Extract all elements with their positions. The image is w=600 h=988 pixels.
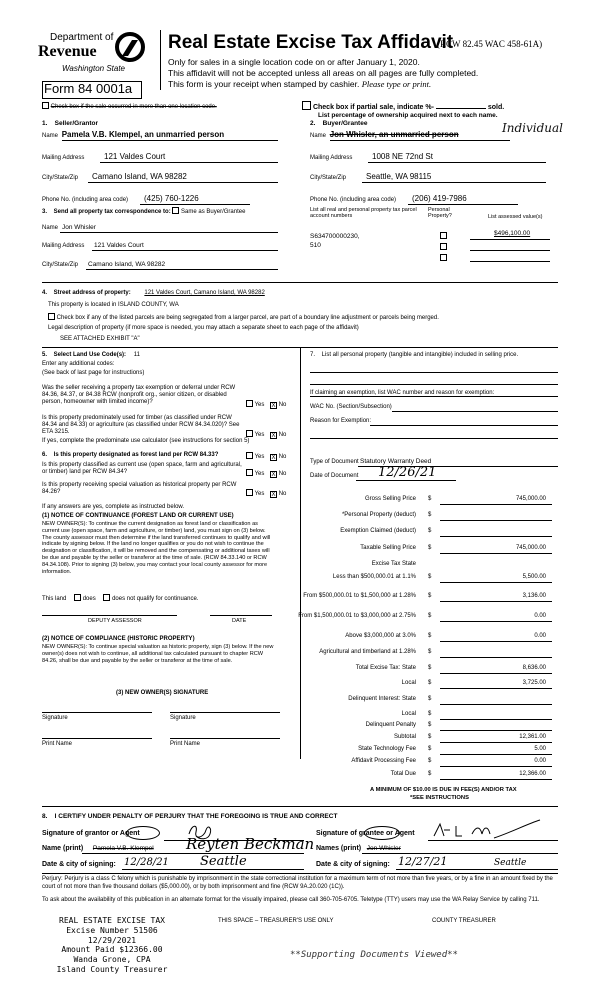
grantee-print-line — [362, 853, 558, 854]
divider-before-perjury — [42, 873, 558, 874]
center-divider — [300, 347, 301, 759]
tax-row-line — [440, 601, 552, 602]
tax-row-value: 5.00 — [534, 746, 546, 752]
tax-row-line — [440, 688, 552, 689]
notice3-title: (3) NEW OWNER(S) SIGNATURE — [116, 690, 209, 696]
buyer-mailing: 1008 NE 72nd St — [372, 152, 433, 161]
tax-row-label: Taxable Selling Price — [360, 545, 416, 551]
tax-row-label: Gross Selling Price — [364, 496, 416, 502]
q1-yes-label: Yes — [254, 402, 265, 408]
section3-city-label: City/State/Zip — [42, 262, 79, 268]
assessed-line-2 — [470, 250, 550, 251]
q1-no-label: No — [278, 402, 287, 408]
buyer-phone: (206) 419-7986 — [412, 194, 467, 203]
grantor-city: Seattle — [200, 854, 247, 869]
tax-row-line — [440, 536, 552, 537]
tax-row-label: Excise Tax State — [371, 561, 416, 567]
tax-row-line — [440, 730, 552, 731]
dept-line1: Department of — [50, 32, 114, 43]
tax-row-line — [440, 704, 552, 705]
dept-line2: Revenue — [38, 43, 97, 60]
tax-row-currency: $ — [428, 665, 432, 671]
alternate-format-text: To ask about the availability of this publication in an alternate format for the visually impaired, please call 360-705-6705. Teletype (TTY) users may use the WA Relay Service by calling 711. — [42, 897, 540, 903]
parcel-col-2: Personal Property? — [428, 207, 452, 220]
buyer-name-label: Name — [310, 133, 327, 139]
section3-city-line — [86, 269, 278, 270]
same-as-buyer-checkbox[interactable] — [172, 207, 179, 214]
sig-grantee-label: Signature of grantee or Agent — [316, 830, 415, 837]
grantor-date-line — [122, 869, 304, 870]
tax-row-line — [440, 742, 552, 743]
dor-swoosh-icon — [114, 32, 146, 62]
personal-property-checkbox-2[interactable] — [440, 243, 447, 250]
notice2-title: (2) NOTICE OF COMPLIANCE (HISTORIC PROPERTY) — [42, 636, 195, 642]
doc-type-label: Type of Document — [310, 459, 359, 465]
new-owner-sig-label-1: Signature — [42, 715, 68, 721]
tax-row-currency: $ — [428, 696, 432, 702]
grantee-sig-line — [428, 840, 558, 841]
header-note-1: Only for sales in a single location code on or after January 1, 2020. — [168, 57, 420, 67]
sig-grantor-label: Signature of grantor or Agent — [42, 830, 140, 837]
multi-location-checkbox[interactable] — [42, 102, 49, 109]
treasurer-stamp — [42, 916, 182, 975]
q1-no-checkbox[interactable]: X — [271, 403, 276, 409]
land-does-checkbox[interactable] — [74, 594, 81, 601]
tax-row-line — [440, 673, 552, 674]
section4-address-row — [42, 290, 265, 297]
header-note-3a: This form is your receipt when stamped by cashier. — [168, 79, 360, 89]
multi-location-row — [42, 102, 217, 111]
section5-heading: 5. Select Land Use Code(s): — [42, 352, 127, 358]
reason-label: Reason for Exemption: — [310, 418, 372, 424]
forest-no-label: No — [278, 454, 287, 460]
tax-row-label: Subtotal — [393, 734, 416, 740]
buyer-mailing-line — [368, 162, 546, 163]
section3-city: Camano Island, WA 98282 — [88, 261, 166, 268]
tax-row-line — [440, 582, 552, 583]
q2-yes-checkbox[interactable] — [246, 430, 253, 437]
dept-line3: Washington State — [62, 64, 126, 73]
historic-yes-checkbox[interactable] — [246, 489, 253, 496]
supporting-docs-viewed: **Supporting Documents Viewed** — [290, 950, 458, 960]
tax-row-currency: $ — [428, 734, 432, 740]
current-use-no-label: No — [278, 471, 287, 477]
doc-date-line — [356, 480, 456, 481]
buyer-name-row — [310, 130, 459, 140]
current-use-no-checkbox[interactable]: X — [271, 472, 276, 478]
section5-heading-row — [42, 352, 140, 359]
tax-row-label: Delinquent Penalty — [365, 722, 416, 728]
q2-yes-label: Yes — [254, 432, 265, 438]
reason-line-2 — [310, 438, 558, 439]
buyer-name-handwritten: Individual — [502, 121, 564, 135]
deputy-label: DEPUTY ASSESSOR — [88, 618, 142, 624]
historic-no-label: No — [278, 491, 287, 497]
section3-mailing-line — [92, 250, 278, 251]
tax-row-label: Local — [401, 711, 416, 717]
section4-heading: 4. Street address of property: — [42, 290, 131, 296]
seller-name-line — [62, 140, 278, 141]
new-owner-print-line-2 — [170, 738, 280, 739]
doc-date-label: Date of Document — [310, 473, 359, 479]
tax-row-value: 12,361.00 — [519, 734, 546, 740]
tax-row-line — [440, 621, 552, 622]
buyer-city: Seattle, WA 98115 — [366, 172, 432, 181]
section4-address: 121 Valdes Court, Camano Island, WA 98282 — [144, 290, 265, 296]
tax-row-value: 5,500.00 — [522, 574, 546, 580]
tax-row-value: 0.00 — [534, 758, 546, 764]
grantor-print-line — [82, 853, 304, 854]
grantor-print-name: Pamela V.B. Klempel — [92, 845, 154, 852]
parcel-number-1: S634700000230, — [310, 233, 360, 240]
land-use-code: 11 — [133, 352, 140, 358]
this-land-row — [42, 594, 198, 603]
seller-phone: (425) 760-1226 — [144, 194, 199, 203]
section5-see-back: (See back of last page for instructions) — [42, 370, 145, 376]
historic-no-checkbox[interactable]: X — [271, 492, 276, 498]
notice2-body: NEW OWNER(S): To continue special valuation as historic property, sign (3) below. If the new owner(s) does not wish to continue, all additional tax calculated pursuant to chapter RCW 84.26, shall be due and payable by the seller or transferor at the time of sale. — [42, 644, 274, 664]
forest-yes-checkbox[interactable] — [246, 452, 253, 459]
deputy-line — [42, 615, 177, 616]
land-does-label: does — [82, 596, 96, 602]
new-owner-sig-line-1 — [42, 712, 152, 713]
tax-row-value: 3,725.00 — [522, 680, 546, 686]
section5-q2-answers — [246, 430, 286, 439]
minimum-note-2: *SEE INSTRUCTIONS — [410, 795, 469, 801]
section4-segregated-row — [48, 313, 439, 322]
section4-county: This property is located in ISLAND COUNTY, WA — [48, 302, 179, 308]
section6-q0-answers — [246, 452, 286, 461]
county-treasurer-label: COUNTY TREASURER — [432, 918, 496, 924]
grantee-print-row — [316, 845, 401, 853]
seller-city-line — [88, 182, 278, 183]
seller-phone-line — [140, 204, 250, 205]
section7-heading: 7. List all personal property (tangible and intangible) included in selling price. — [310, 352, 519, 358]
stamp-line-3: 12/29/2021 — [87, 935, 137, 945]
tax-row-label: Less than $500,000.01 at 1.1% — [332, 574, 416, 580]
divider-before-section8 — [42, 806, 558, 807]
grantee-print-name: Jon Whisler — [366, 845, 401, 852]
personal-line-1 — [310, 372, 558, 373]
wac-line — [392, 411, 558, 412]
section6-q1: Is this property classified as current use (open space, farm and agricultural, or timber) land per RCW 84.34? — [42, 462, 242, 475]
grantor-agent-handwritten: Reyten Beckman — [186, 835, 315, 853]
header-divider — [160, 30, 161, 90]
new-owner-print-label-1: Print Name — [42, 741, 73, 747]
partial-sale-row — [302, 101, 504, 112]
section5-q2b: If yes, complete the predominate use calculator (see instructions for section 5) — [42, 438, 250, 444]
perjury-text — [42, 876, 558, 892]
deputy-date-label: DATE — [232, 618, 247, 624]
personal-property-checkbox-3[interactable] — [440, 254, 447, 261]
historic-yes-label: Yes — [254, 491, 265, 497]
form-title: Real Estate Excise Tax Affidavit — [168, 32, 454, 53]
exemption-note: If claiming an exemption, list WAC number and reason for exemption: — [310, 390, 495, 396]
section3-name-label: Name — [42, 225, 59, 231]
section6-heading: 6. Is this property designated as forest land per RCW 84.33? — [42, 452, 219, 458]
seller-name-label: Name — [42, 133, 59, 139]
section6-q2: Is this property receiving special valuation as historical property per RCW 84.26? — [42, 482, 237, 495]
personal-line-2 — [310, 384, 558, 385]
tax-row-value: 745,000.00 — [515, 496, 546, 502]
grantee-signature-scribble-icon — [432, 818, 542, 840]
buyer-city-label: City/State/Zip — [310, 175, 347, 181]
tax-row-currency: $ — [428, 512, 432, 518]
tax-row-label: Agricultural and timberland at 1.28% — [319, 649, 416, 655]
tax-row-line — [440, 657, 552, 658]
doc-date: 12/26/21 — [378, 465, 437, 480]
land-does-not-checkbox[interactable] — [103, 594, 110, 601]
notice1-body: NEW OWNER(S): To continue the current designation as forest land or classification as current use (open space, farm and agriculture, or timber) land, you must sign on (3) below. The county assessor must then determine if the land transferred continues to qualify and will indicate by signing below. If the land no longer qualifies or you do not wish to continue the designation or classification, it will be removed and the compensating or additional taxes will be due and payable by the seller or transferor at the time of sale. (RCW 84.33.140 or RCW 84.34.108). Prior to signing (3) below, you may contact your local county assessor for more information. — [42, 521, 271, 575]
assessed-value-1: $496,100.00 — [494, 230, 531, 237]
grantee-circle — [364, 826, 400, 840]
grantee-city: Seattle — [494, 858, 527, 868]
q2-no-label: No — [278, 432, 287, 438]
parcel-col-1: List all real and personal property tax parcel account numbers — [310, 207, 417, 220]
assessed-line-3 — [470, 261, 550, 262]
tax-row-label: Above $3,000,000 at 3.0% — [345, 633, 416, 639]
partial-sale-sold: sold. — [487, 104, 505, 111]
tax-row-label: Total Excise Tax: State — [355, 665, 416, 671]
forest-yes-label: Yes — [254, 454, 265, 460]
tax-row-value: 12,366.00 — [519, 771, 546, 777]
assessed-line-1 — [470, 239, 550, 240]
seller-mailing: 121 Valdes Court — [104, 152, 166, 161]
section5-q1-answers — [246, 400, 286, 409]
tax-row-value: 0.00 — [534, 633, 546, 639]
header-note-2: This affidavit will not be accepted unless all areas on all pages are fully completed. — [168, 68, 479, 78]
perjury-statement: Perjury: Perjury is a class C felony which is punishable by imprisonment in the state correctional institution for a maximum term of not more than five years, or by a fine in an amount fixed by the court of not more than five thousand dollars ($5,000.00), or by both imprisonment and fine (RCW 9A.20.020 (1C)). — [42, 876, 553, 890]
grantor-date-city-label: Date & city of signing: — [42, 861, 116, 868]
grantee-date: 12/27/21 — [398, 855, 448, 868]
tax-row-value: 0.00 — [534, 613, 546, 619]
wac-label: WAC No. (Section/Subsection) — [310, 404, 392, 410]
section5-additional: Enter any additional codes: — [42, 361, 115, 367]
section3-name: Jon Whisler — [62, 224, 96, 231]
segregated-checkbox[interactable] — [48, 313, 55, 320]
grantor-print-row — [42, 845, 154, 853]
notice1-title: (1) NOTICE OF CONTINUANCE (FOREST LAND OR CURRENT USE) — [42, 513, 234, 519]
tax-row-label: From $500,000.01 to $1,500,000 at 1.28% — [303, 593, 416, 599]
tax-row-currency: $ — [428, 746, 432, 752]
section6-answer-note: If any answers are yes, complete as instructed below. — [42, 504, 185, 510]
tax-row-line — [440, 779, 552, 780]
section3-heading — [42, 207, 245, 216]
seller-name: Pamela V.B. Klempel, an unmarried person — [61, 130, 225, 139]
tax-row-label: State Technology Fee — [358, 746, 416, 752]
buyer-phone-label: Phone No. (including area code) — [310, 197, 397, 203]
stamp-line-6: Island County Treasurer — [56, 964, 168, 974]
buyer-name: Jon Whisler, an unmarried person — [329, 130, 459, 139]
seller-name-row — [42, 130, 224, 140]
tax-row-label: Total Due — [390, 771, 416, 777]
tax-row-line — [440, 754, 552, 755]
buyer-heading: 2. Buyer/Grantee — [310, 120, 368, 127]
forest-no-checkbox[interactable]: X — [271, 455, 276, 461]
tax-row-currency: $ — [428, 574, 432, 580]
seller-phone-label: Phone No. (including area code) — [42, 197, 129, 203]
section6-q2-answers — [246, 489, 286, 498]
buyer-mailing-label: Mailing Address — [310, 155, 353, 161]
tax-row-label: From $1,500,000.01 to $3,000,000 at 2.75% — [298, 613, 416, 619]
stamp-line-2: Excise Number 51506 — [66, 925, 158, 935]
q1-yes-checkbox[interactable] — [246, 400, 253, 407]
grantee-date-city-label: Date & city of signing: — [316, 861, 390, 868]
section5-q1: Was the seller receiving a property tax exemption or deferral under RCW 84.36, 84.37, or 84.38 RCW (nonprofit org., senior citizen, or disabled person, homeowner with limited income)? — [42, 385, 236, 405]
current-use-yes-checkbox[interactable] — [246, 469, 253, 476]
tax-row-line — [440, 504, 552, 505]
tax-row-label: *Personal Property (deduct) — [341, 512, 416, 518]
tax-row-line — [440, 553, 552, 554]
tax-row-currency: $ — [428, 711, 432, 717]
this-land-label: This land — [42, 596, 67, 602]
dor-logo — [38, 30, 150, 80]
section6-q1-answers — [246, 469, 286, 478]
grantee-print-label: Names (print) — [316, 845, 362, 852]
form-number: Form 84 0001a — [44, 81, 133, 96]
personal-property-checkbox-1[interactable] — [440, 232, 447, 239]
agent-circle — [126, 826, 160, 840]
section3-name-line — [60, 232, 278, 233]
divider-before-section4 — [42, 282, 558, 283]
seller-city: Camano Island, WA 98282 — [92, 172, 187, 181]
stamp-line-4: Amount Paid $12366.00 — [61, 945, 163, 955]
form-rcw: (RCW 82.45 WAC 458-61A) — [437, 39, 543, 49]
section4-segregated: Check box if any of the listed parcels are being segregated from a larger parcel, are part of a boundary line adjustment or parcels being merged. — [56, 315, 439, 321]
deputy-date-line — [210, 615, 272, 616]
seller-mailing-label: Mailing Address — [42, 155, 85, 161]
tax-row-currency: $ — [428, 722, 432, 728]
buyer-phone-line — [408, 204, 518, 205]
tax-row-label: Exemption Claimed (deduct) — [340, 528, 416, 534]
header-note-3 — [168, 80, 431, 90]
tax-row-line — [440, 641, 552, 642]
parcel-col-3: List assessed value(s) — [488, 214, 543, 220]
minimum-note-1: A MINIMUM OF $10.00 IS DUE IN FEE(S) AND/OR TAX — [370, 787, 517, 793]
tax-row-label: Local — [401, 680, 416, 686]
tax-row-currency: $ — [428, 649, 432, 655]
land-does-not-label: does not qualify for continuance. — [112, 596, 199, 602]
new-owner-sig-label-2: Signature — [170, 715, 196, 721]
tax-row-currency: $ — [428, 545, 432, 551]
tax-row-line — [440, 719, 552, 720]
section4-exhibit: SEE ATTACHED EXHIBIT "A" — [60, 336, 140, 342]
seller-mailing-line — [100, 162, 278, 163]
buyer-city-line — [362, 182, 546, 183]
tax-row-label: Affidavit Processing Fee — [351, 758, 416, 764]
list-percentage-note: List percentage of ownership acquired next to each name. — [318, 112, 498, 119]
section5-q2: Is this property predominately used for timber (as classified under RCW 84.34 and 84.33) or agriculture (as classified under RCW 84.34.020)? See ETA 3215. — [42, 415, 240, 435]
seller-city-label: City/State/Zip — [42, 175, 79, 181]
q2-no-checkbox[interactable]: X — [271, 433, 276, 439]
section3-heading-text: 3. Send all property tax correspondence to: — [42, 209, 171, 215]
section8-heading: 8. I CERTIFY UNDER PENALTY OF PERJURY THAT THE FOREGOING IS TRUE AND CORRECT — [42, 813, 338, 820]
tax-row-line — [440, 520, 552, 521]
treasurer-space-label: THIS SPACE – TREASURER'S USE ONLY — [218, 918, 334, 924]
tax-row-value: 745,000.00 — [515, 545, 546, 551]
new-owner-sig-line-2 — [170, 712, 280, 713]
grantor-date: 12/28/21 — [124, 857, 169, 868]
section3-mailing-label: Mailing Address — [42, 243, 85, 249]
stamp-line-5: Wanda Grone, CPA — [73, 955, 151, 964]
current-use-yes-label: Yes — [254, 471, 265, 477]
seller-heading: 1. Seller/Grantor — [42, 120, 98, 127]
doc-type: Statutory Warranty Deed — [360, 458, 432, 465]
section4-legal: Legal description of property (if more space is needed, you may attach a separate sheet to each page of the affidavit) — [48, 325, 359, 331]
tax-row-currency: $ — [428, 613, 432, 619]
partial-sale-checkbox[interactable] — [302, 101, 311, 110]
new-owner-print-line-1 — [42, 738, 152, 739]
tax-row-currency: $ — [428, 680, 432, 686]
parcel-number-2: 510 — [310, 242, 321, 249]
multi-location-label: Check box if the sale occurred in more than one location code. — [50, 104, 217, 110]
tax-row-currency: $ — [428, 528, 432, 534]
name-print-label: Name (print) — [42, 845, 84, 852]
tax-row-currency: $ — [428, 633, 432, 639]
new-owner-print-label-2: Print Name — [170, 741, 201, 747]
section3-mailing: 121 Valdes Court — [94, 242, 144, 249]
tax-row-value: 8,636.00 — [522, 665, 546, 671]
tax-row-label: Delinquent Interest: State — [348, 696, 416, 702]
grantee-date-line — [396, 869, 558, 870]
buyer-name-line — [330, 140, 510, 141]
tax-row-value: 3,136.00 — [522, 593, 546, 599]
tax-row-currency: $ — [428, 593, 432, 599]
same-as-buyer-label: Same as Buyer/Grantee — [181, 209, 246, 215]
reason-line — [370, 425, 558, 426]
header-note-3b: Please type or print. — [361, 79, 432, 89]
tax-row-currency: $ — [428, 771, 432, 777]
partial-sale-label: Check box if partial sale, indicate %- — [312, 104, 434, 111]
stamp-line-1: REAL ESTATE EXCISE TAX — [59, 916, 165, 925]
tax-row-line — [440, 766, 552, 767]
tax-row-currency: $ — [428, 758, 432, 764]
tax-row-currency: $ — [428, 496, 432, 502]
